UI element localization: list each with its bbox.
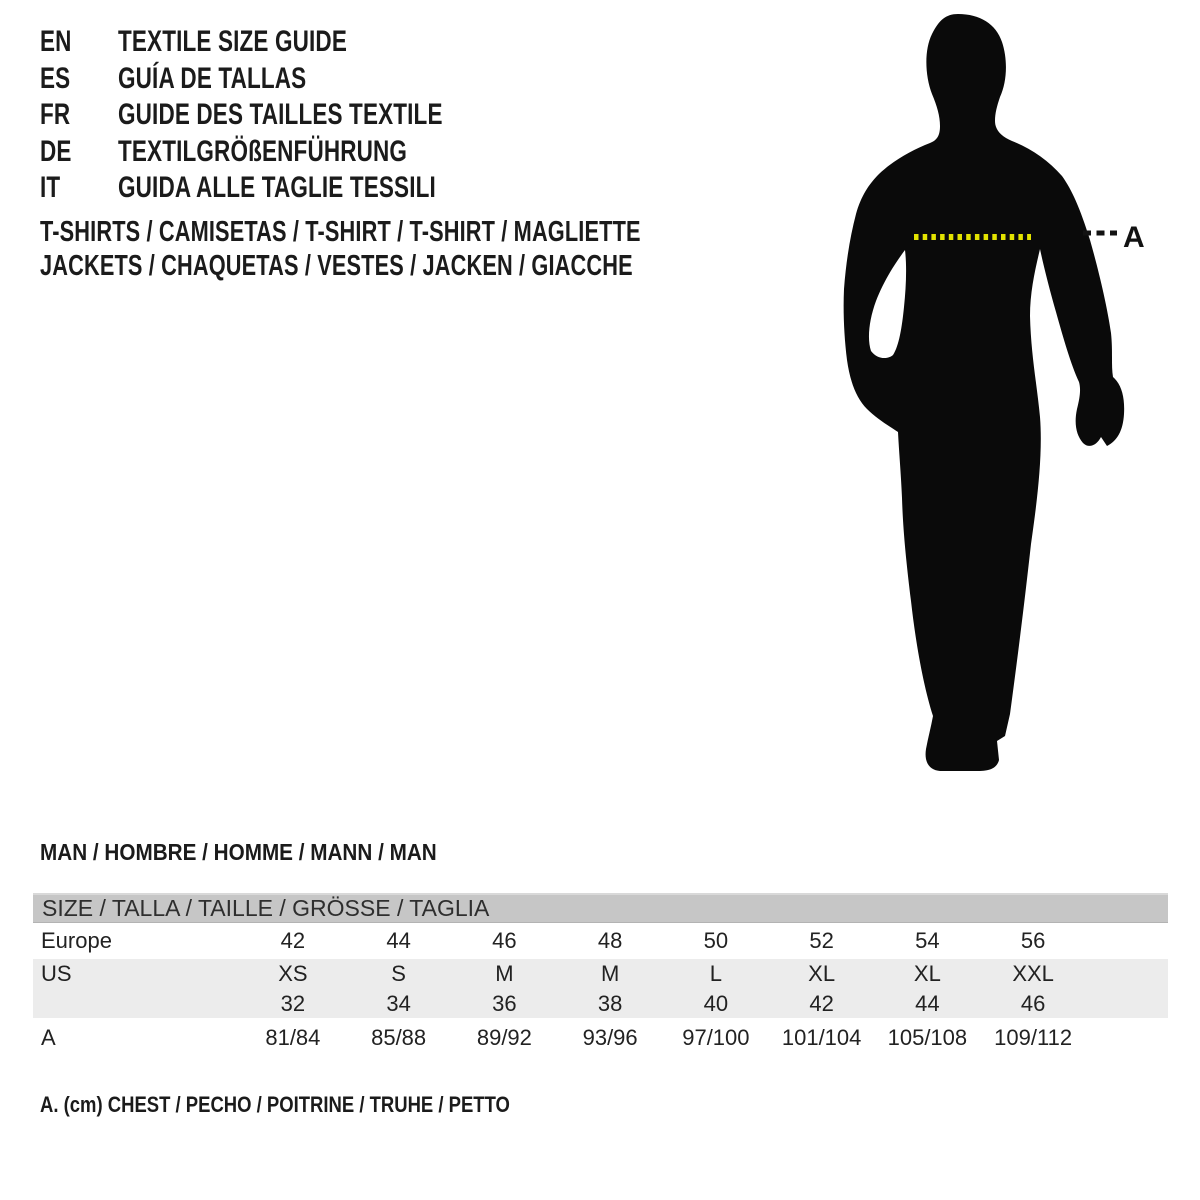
- language-code: EN: [40, 25, 72, 58]
- size-cell: 46: [492, 928, 517, 953]
- language-title: GUIDE DES TAILLES TEXTILE: [118, 98, 443, 131]
- size-cell: 34: [386, 990, 411, 1016]
- language-title: TEXTILE SIZE GUIDE: [118, 25, 347, 58]
- language-title-list: [40, 24, 443, 207]
- size-cell: 101/104: [781, 1025, 862, 1050]
- size-cell: 32: [280, 990, 306, 1016]
- row-label: A: [41, 1025, 56, 1050]
- table-row-europe: [33, 923, 1168, 959]
- language-row: [40, 24, 443, 61]
- size-cell: XL: [913, 961, 941, 986]
- size-cell: M: [600, 961, 620, 986]
- language-code: IT: [40, 171, 61, 204]
- row-label: US: [41, 961, 72, 986]
- size-cell: 44: [386, 928, 411, 953]
- table-row-us-numeric: [33, 989, 1168, 1018]
- language-code: DE: [40, 134, 72, 168]
- size-cell: 105/108: [887, 1025, 968, 1050]
- size-cell: S: [391, 961, 406, 986]
- size-cell: 56: [1020, 928, 1046, 953]
- garment-categories: [40, 216, 641, 283]
- size-cell: 46: [1020, 990, 1046, 1016]
- chest-footnote: A. (cm) CHEST / PECHO / POITRINE / TRUHE / PETTO: [40, 1092, 510, 1117]
- size-cell: 89/92: [476, 1025, 532, 1050]
- language-row: [40, 97, 443, 134]
- size-cell: XL: [808, 961, 836, 986]
- language-code: FR: [40, 98, 71, 131]
- size-table-header: SIZE / TALLA / TAILLE / GRÖSSE / TAGLIA: [33, 893, 1168, 923]
- language-row: [40, 134, 443, 171]
- size-cell: M: [495, 961, 514, 986]
- section-heading-man: MAN / HOMBRE / HOMME / MANN / MAN: [40, 839, 437, 865]
- size-cell: 38: [597, 990, 623, 1016]
- size-table: [33, 893, 1168, 1058]
- language-title: GUÍA DE TALLAS: [118, 61, 307, 95]
- row-label: Europe: [41, 928, 112, 953]
- size-cell: 42: [809, 990, 834, 1016]
- size-cell: 81/84: [265, 1025, 321, 1050]
- size-cell: 52: [809, 928, 834, 953]
- language-title: TEXTILGRÖßENFÜHRUNG: [118, 134, 408, 168]
- size-cell: 109/112: [994, 1025, 1073, 1050]
- table-row-chest: [33, 1018, 1168, 1058]
- table-row-us: [33, 959, 1168, 989]
- measure-label-a: A: [1123, 221, 1145, 254]
- size-cell: 48: [597, 928, 623, 953]
- category-line-tshirts: T-SHIRTS / CAMISETAS / T-SHIRT / T-SHIRT / MAGLIETTE: [40, 216, 641, 248]
- size-cell: 97/100: [682, 1025, 750, 1050]
- size-cell: 36: [492, 990, 517, 1016]
- size-cell: XXL: [1012, 961, 1054, 986]
- language-code: ES: [40, 61, 71, 95]
- size-cell: XS: [278, 961, 308, 986]
- language-row: [40, 170, 443, 207]
- language-title: GUIDA ALLE TAGLIE TESSILI: [118, 171, 436, 204]
- category-line-jackets: JACKETS / CHAQUETAS / VESTES / JACKEN / GIACCHE: [40, 249, 633, 282]
- size-cell: 93/96: [582, 1025, 638, 1050]
- size-cell: L: [709, 961, 722, 986]
- size-cell: 85/88: [371, 1025, 427, 1050]
- size-cell: 42: [280, 928, 306, 953]
- size-cell: 54: [915, 928, 940, 953]
- language-row: [40, 61, 443, 98]
- size-cell: 40: [703, 990, 729, 1016]
- size-cell: 44: [915, 990, 940, 1016]
- man-silhouette: [820, 0, 1200, 800]
- size-cell: 50: [703, 928, 729, 953]
- man-silhouette-shape: [844, 14, 1125, 771]
